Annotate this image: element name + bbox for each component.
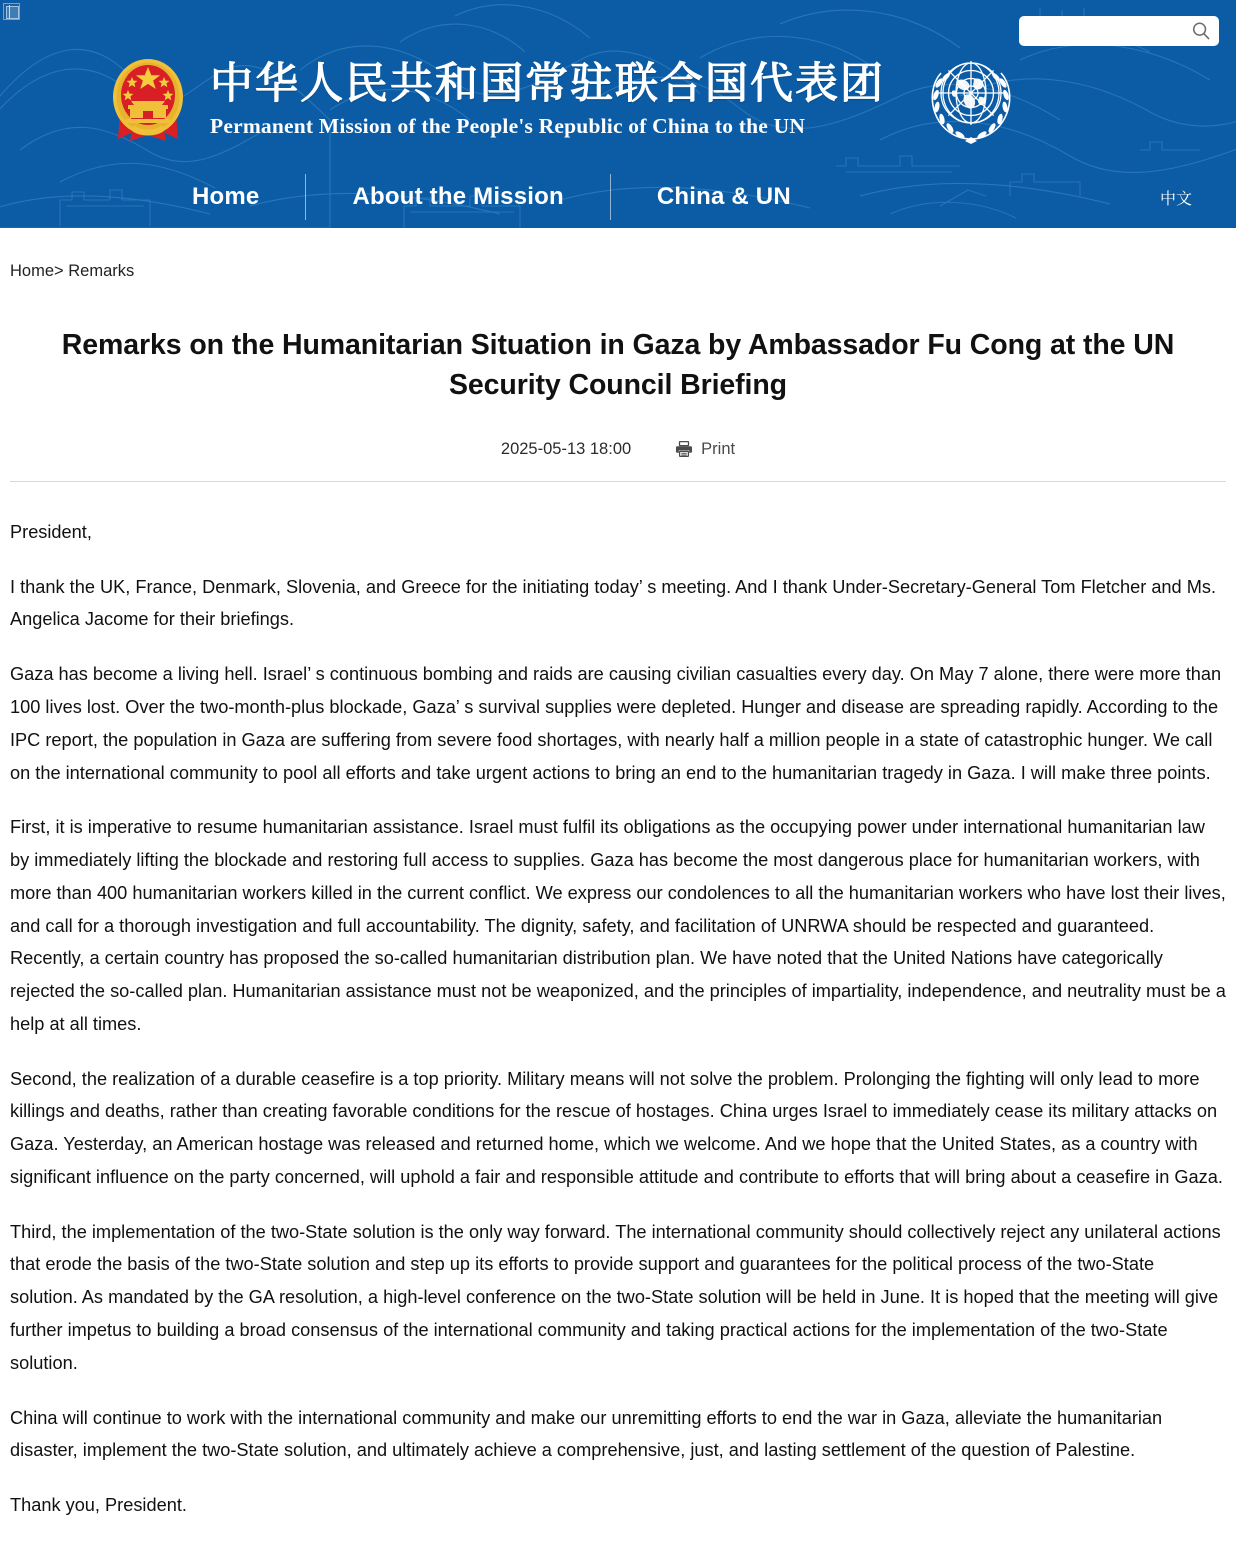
page-title: Remarks on the Humanitarian Situation in Gaza by Ambassador Fu Cong at the UN Security Council Briefing: [61, 329, 1175, 402]
breadcrumb: [10, 262, 1230, 281]
breadcrumb-home[interactable]: Home: [10, 262, 55, 280]
paragraph-situation: Gaza has become a living hell. Israel’ s continuous bombing and raids are causing civilian casualties every day. On May 7 alone, there were more than 100 lives lost. Over the two-month-plus blockade, Gaza’ s survival supplies were depleted. Hunger and disease are spreading rapidly. According to the IPC report, the population in Gaza are suffering from severe food shortages, with nearly half a million people in a state of catastrophic hunger. We call on the international community to pool all efforts and take urgent actions to bring an end to the humanitarian tragedy in Gaza. I will make three points.: [10, 664, 1222, 783]
header-title-block: [210, 59, 885, 139]
article-meta: [6, 440, 1230, 459]
nav-item-home[interactable]: Home: [192, 183, 260, 210]
paragraph-salutation: President,: [10, 521, 92, 542]
site-title-english: Permanent Mission of the People's Republic of China to the UN: [210, 113, 806, 138]
paragraph-point-second: Second, the realization of a durable ceasefire is a top priority. Military means will not solve the problem. Prolonging the fighting will only lead to more killings and deaths, rather than creating favorable conditions for the rescue of hostages. China urges Israel to immediately cease its military attacks on Gaza. Yesterday, an American hostage was released and returned home, which we welcome. And we hope that the United States, as a country with significant influence on the party concerned, will uphold a fair and responsible attitude and contribute to efforts that will bring about a ceasefire in Gaza.: [10, 1068, 1223, 1187]
printer-icon: [675, 440, 693, 458]
united-nations-emblem-icon: [919, 47, 1023, 151]
print-label: Print: [701, 439, 736, 458]
china-national-emblem-icon: [104, 53, 192, 145]
article-body: [10, 516, 1226, 1522]
search-button[interactable]: [1189, 19, 1213, 43]
broken-image-icon: [3, 3, 20, 20]
search-box[interactable]: [1019, 16, 1219, 46]
search-container: [1019, 16, 1219, 46]
search-icon: [1191, 21, 1211, 41]
paragraph-conclusion: China will continue to work with the international community and make our unremitting efforts to end the war in Gaza, alleviate the humanitarian disaster, implement the two-State solution, and ultimately achieve a comprehensive, just, and lasting settlement of the question of Palestine.: [10, 1407, 1163, 1461]
site-header: [0, 0, 1236, 228]
publish-date: 2025-05-13 18:00: [500, 439, 632, 458]
content-divider: [10, 481, 1226, 482]
main-navigation: [0, 166, 1236, 228]
paragraph-thanks: I thank the UK, France, Denmark, Slovenia, and Greece for the initiating today’ s meeting. And I thank Under-Secretary-General Tom Fletcher and Ms. Angelica Jacome for their briefings.: [10, 576, 1217, 630]
header-logo-row: [0, 44, 1236, 154]
nav-items: [146, 174, 837, 220]
paragraph-closing: Thank you, President.: [10, 1495, 187, 1516]
language-switch-chinese[interactable]: 中文: [1159, 188, 1192, 208]
site-title-chinese: 中华人民共和国常驻联合国代表团: [210, 59, 885, 110]
paragraph-point-third: Third, the implementation of the two-State solution is the only way forward. The international community should collectively reject any unilateral actions that erode the basis of the two-State solution and step up its efforts to provide support and guarantees for the political process of the two-State solution. As mandated by the GA resolution, a high-level conference on the two-State solution will be held in June. It is hoped that the meeting will give further impetus to building a broad consensus of the international community and taking practical actions for the implementation of the two-State solution.: [10, 1221, 1221, 1373]
nav-item-about-the-mission[interactable]: About the Mission: [305, 174, 609, 220]
page-content: [0, 262, 1236, 1522]
search-input[interactable]: [1027, 18, 1189, 44]
print-button[interactable]: [675, 440, 735, 459]
breadcrumb-current: Remarks: [68, 262, 135, 280]
breadcrumb-separator: >: [54, 262, 64, 280]
nav-item-china-and-un[interactable]: China & UN: [610, 174, 837, 220]
paragraph-point-first: First, it is imperative to resume humanitarian assistance. Israel must fulfil its obligations as the occupying power under international humanitarian law by immediately lifting the blockade and restoring full access to supplies. Gaza has become the most dangerous place for humanitarian workers, with more than 400 humanitarian workers killed in the current conflict. We express our condolences to all the humanitarian workers who have lost their lives, and call for a thorough investigation and full accountability. The dignity, safety, and facilitation of UNRWA should be respected and guaranteed. Recently, a certain country has proposed the so-called humanitarian distribution plan. We have noted that the United Nations have categorically rejected the so-called plan. Humanitarian assistance must not be weaponized, and the principles of impartiality, independence, and neutrality must be a help at all times.: [10, 817, 1226, 1034]
